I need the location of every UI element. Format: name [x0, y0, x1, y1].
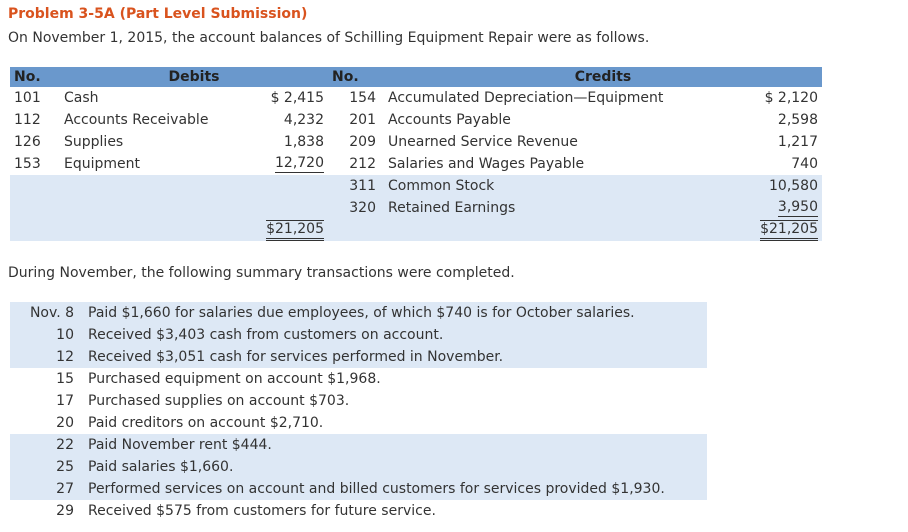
- credit-amount: 740: [702, 153, 822, 175]
- credit-amount: $ 2,120: [702, 87, 822, 109]
- debit-account-name: Accounts Receivable: [60, 109, 240, 131]
- header-credits: Credits: [384, 67, 822, 87]
- debit-amount: $ 2,415: [240, 87, 328, 109]
- table-row: [10, 175, 822, 197]
- credit-total-value: $21,205: [760, 220, 818, 241]
- debit-amount: 4,232: [240, 109, 328, 131]
- credit-amount: 10,580: [702, 175, 822, 197]
- credit-amount-underlined: 3,950: [777, 199, 818, 215]
- credit-account-name: Accumulated Depreciation—Equipment: [384, 87, 702, 109]
- transaction-row: [10, 346, 707, 368]
- transaction-date: 25: [10, 456, 84, 478]
- transaction-description: Paid November rent $444.: [84, 434, 707, 456]
- debit-account-no: [10, 175, 60, 197]
- transaction-row: [10, 412, 707, 434]
- debit-account-no: 101: [10, 87, 60, 109]
- credit-account-no: 201: [328, 109, 384, 131]
- transaction-date: 20: [10, 412, 84, 434]
- account-balances-table: [10, 67, 822, 241]
- transaction-description: Paid creditors on account $2,710.: [84, 412, 707, 434]
- debit-amount: [240, 153, 328, 175]
- transaction-row: [10, 434, 707, 456]
- credit-account-name: Accounts Payable: [384, 109, 702, 131]
- credit-account-no: 320: [328, 197, 384, 219]
- credit-account-name: Unearned Service Revenue: [384, 131, 702, 153]
- credit-account-no: 154: [328, 87, 384, 109]
- empty-cell: [60, 219, 240, 241]
- table-row: [10, 197, 822, 219]
- intro-text: On November 1, 2015, the account balances of Schilling Equipment Repair were as follows.: [8, 30, 650, 46]
- credit-total: [702, 219, 822, 241]
- credit-account-no: 209: [328, 131, 384, 153]
- transaction-date: 17: [10, 390, 84, 412]
- table-header-row: [10, 67, 822, 87]
- table-row: [10, 131, 822, 153]
- debit-total-value: $21,205: [266, 220, 324, 241]
- transaction-date: 15: [10, 368, 84, 390]
- empty-cell: [384, 219, 702, 241]
- empty-cell: [10, 219, 60, 241]
- transaction-description: Purchased supplies on account $703.: [84, 390, 707, 412]
- table-row: [10, 87, 822, 109]
- transaction-description: Received $3,403 cash from customers on account.: [84, 324, 707, 346]
- transaction-description: Paid $1,660 for salaries due employees, of which $740 is for October salaries.: [84, 302, 707, 324]
- debit-account-name: [60, 175, 240, 197]
- transaction-description: Purchased equipment on account $1,968.: [84, 368, 707, 390]
- credit-account-name: Salaries and Wages Payable: [384, 153, 702, 175]
- credit-account-no: 212: [328, 153, 384, 175]
- debit-amount: 1,838: [240, 131, 328, 153]
- transaction-description: Received $575 from customers for future service.: [84, 500, 707, 522]
- debit-account-no: [10, 197, 60, 219]
- credit-account-name: Common Stock: [384, 175, 702, 197]
- transaction-row: [10, 368, 707, 390]
- debit-amount-underlined: 12,720: [275, 155, 324, 171]
- debit-amount: [240, 197, 328, 219]
- transaction-row: [10, 478, 707, 500]
- transaction-date: Nov. 8: [10, 302, 84, 324]
- transaction-date: 29: [10, 500, 84, 522]
- credit-amount: 1,217: [702, 131, 822, 153]
- debit-account-name: [60, 197, 240, 219]
- debit-total: [240, 219, 328, 241]
- credit-account-no: 311: [328, 175, 384, 197]
- problem-title: Problem 3-5A (Part Level Submission): [8, 6, 308, 22]
- transactions-intro: During November, the following summary transactions were completed.: [8, 265, 515, 281]
- transaction-date: 27: [10, 478, 84, 500]
- transaction-description: Paid salaries $1,660.: [84, 456, 707, 478]
- debit-account-no: 126: [10, 131, 60, 153]
- transaction-row: [10, 302, 707, 324]
- credit-amount: [702, 197, 822, 219]
- transaction-date: 22: [10, 434, 84, 456]
- transaction-row: [10, 390, 707, 412]
- transaction-description: Received $3,051 cash for services performed in November.: [84, 346, 707, 368]
- header-no-credit: No.: [328, 67, 384, 87]
- table-row: [10, 109, 822, 131]
- debit-account-no: 153: [10, 153, 60, 175]
- transaction-row: [10, 500, 707, 522]
- debit-account-name: Cash: [60, 87, 240, 109]
- credit-amount: 2,598: [702, 109, 822, 131]
- header-no-debit: No.: [10, 67, 60, 87]
- table-row: [10, 153, 822, 175]
- transactions-table: [10, 302, 707, 522]
- credit-account-name: Retained Earnings: [384, 197, 702, 219]
- debit-account-no: 112: [10, 109, 60, 131]
- debit-amount: [240, 175, 328, 197]
- totals-row: [10, 219, 822, 241]
- transaction-row: [10, 324, 707, 346]
- debit-account-name: Equipment: [60, 153, 240, 175]
- transaction-row: [10, 456, 707, 478]
- transaction-date: 10: [10, 324, 84, 346]
- transaction-date: 12: [10, 346, 84, 368]
- transaction-description: Performed services on account and billed customers for services provided $1,930.: [84, 478, 707, 500]
- header-debits: Debits: [60, 67, 328, 87]
- debit-account-name: Supplies: [60, 131, 240, 153]
- empty-cell: [328, 219, 384, 241]
